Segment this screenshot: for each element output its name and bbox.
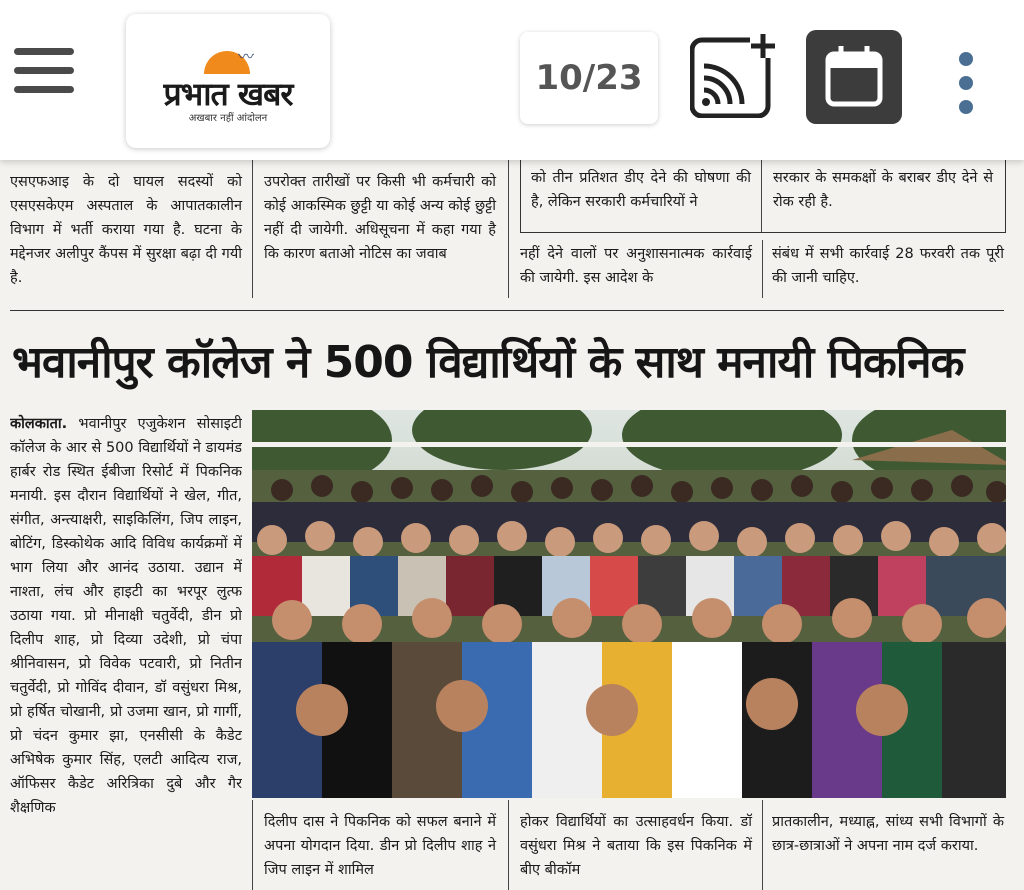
boxed-article: [520, 160, 1006, 233]
column-divider: [508, 800, 509, 890]
column-divider: [762, 240, 763, 298]
boxed-col-2: सरकार के समकक्षों के बराबर डीए देने से रोक रही है.: [773, 170, 993, 210]
bottom-col-1: दिलीप दास ने पिकनिक को सफल बनाने में अपना योगदान दिया. डीन प्रो दिलीप शाह ने जिप लाइन में शामिल: [264, 814, 496, 878]
group-photo-illustration: [252, 410, 1006, 798]
section-divider: [10, 310, 1004, 311]
column-divider: [761, 160, 762, 232]
calendar-button[interactable]: [806, 30, 902, 124]
bottom-col-3: प्रातकालीन, मध्याह्न, सांध्य सभी विभागों के छात्र-छात्राओं ने अपना नाम दर्ज कराया.: [772, 814, 1004, 854]
crop-line: [252, 442, 1006, 447]
article-col-1: एसएफआइ के दो घायल सदस्यों को एसएसकेएम अस्पताल के आपातकालीन विभाग में भर्ती कराया गया है. घटना के मद्देनजर अलीपुर कैंपस में सुरक्षा बढ़ा दी गयी है.: [10, 174, 242, 286]
column-divider: [252, 800, 253, 890]
article-col-4: संबंध में सभी कार्रवाई 28 फरवरी तक पूरी की जानी चाहिए.: [772, 246, 1004, 286]
column-divider: [762, 800, 763, 890]
more-vertical-icon: [955, 52, 977, 114]
menu-button[interactable]: [14, 48, 74, 100]
rss-add-button[interactable]: [690, 32, 776, 118]
article-col-2: उपरोक्त तारीखों पर किसी भी कर्मचारी को कोई आकस्मिक छुट्टी या कोई अन्य कोई छुट्टी नहीं दी जायेगी. अधिसूचना में कहा गया है कि कारण बताओ नोटिस का जवाब: [264, 174, 496, 262]
epaper-page[interactable]: [0, 160, 1024, 890]
more-options-button[interactable]: [955, 52, 977, 116]
logo-text: प्रभात खबर: [163, 75, 293, 113]
article-col-3: नहीं देने वालों पर अनुशासनात्मक कार्रवाई की जायेगी. इस आदेश के: [520, 246, 752, 286]
main-article-text: भवानीपुर एजुकेशन सोसाइटी कॉलेज के आर से 500 विद्यार्थियों ने डायमंड हार्बर रोड स्थित ईबीजा रिसोर्ट में पिकनिक मनायी. इस दौरान विद्यार्थियों ने खेल, गीत, संगीत, अन्त्याक्षरी, साइकिलिंग, जिप लाइन, बोटिंग, डिस्कोथेक आदि विविध कार्यक्रमों में भाग लिया और आनंद उठाया. उद्यान में नाश्ता, लंच और हाइटी का भरपूर लुत्फ उठाया गया. प्रो मीनाक्षी चतुर्वेदी, डीन प्रो दिलीप शाह, प्रो दिव्या उदेशी, प्रो चंपा श्रीनिवासन, प्रो विवेक पटवारी, प्रो नितीन चतुर्वेदी, प्रो गोविंद दीवान, डॉ वसुंधरा मिश्र, प्रो हर्षित चोखानी, प्रो उजमा खान, प्रो गार्गी, प्रो चंदन कुमार झा, एनसीसी के कैडेट अभिषेक कुमार सिंह, एलटी आदित्य राज, ऑफिसर कैडेट अरित्रिका दुबे और गैर शैक्षणिक: [10, 416, 242, 816]
logo-tagline: अखबार नहीं आंदोलन: [188, 113, 268, 124]
menu-icon: [14, 48, 74, 93]
main-article-left-column: [10, 412, 242, 884]
column-divider: [252, 160, 253, 298]
publication-logo[interactable]: [126, 14, 330, 148]
page-counter[interactable]: 10/23: [520, 32, 658, 124]
group-photo[interactable]: [252, 410, 1006, 798]
dateline: कोलकाता.: [10, 416, 68, 432]
rss-add-icon: [690, 32, 776, 118]
article-headline: भवानीपुर कॉलेज ने 500 विद्यार्थियों के साथ मनायी पिकनिक: [12, 337, 964, 388]
column-divider: [508, 160, 509, 298]
bottom-col-2: होकर विद्यार्थियों का उत्साहवर्धन किया. डॉ वसुंधरा मिश्र ने बताया कि इस पिकनिक में बीए बीकॉम: [520, 814, 752, 878]
app-bar: [0, 0, 1024, 160]
bird-logo-icon: 〰: [238, 47, 255, 66]
boxed-col-1: को तीन प्रतिशत डीए देने की घोषणा की है, लेकिन सरकारी कर्मचारियों ने: [531, 170, 751, 210]
calendar-icon: [806, 30, 902, 124]
